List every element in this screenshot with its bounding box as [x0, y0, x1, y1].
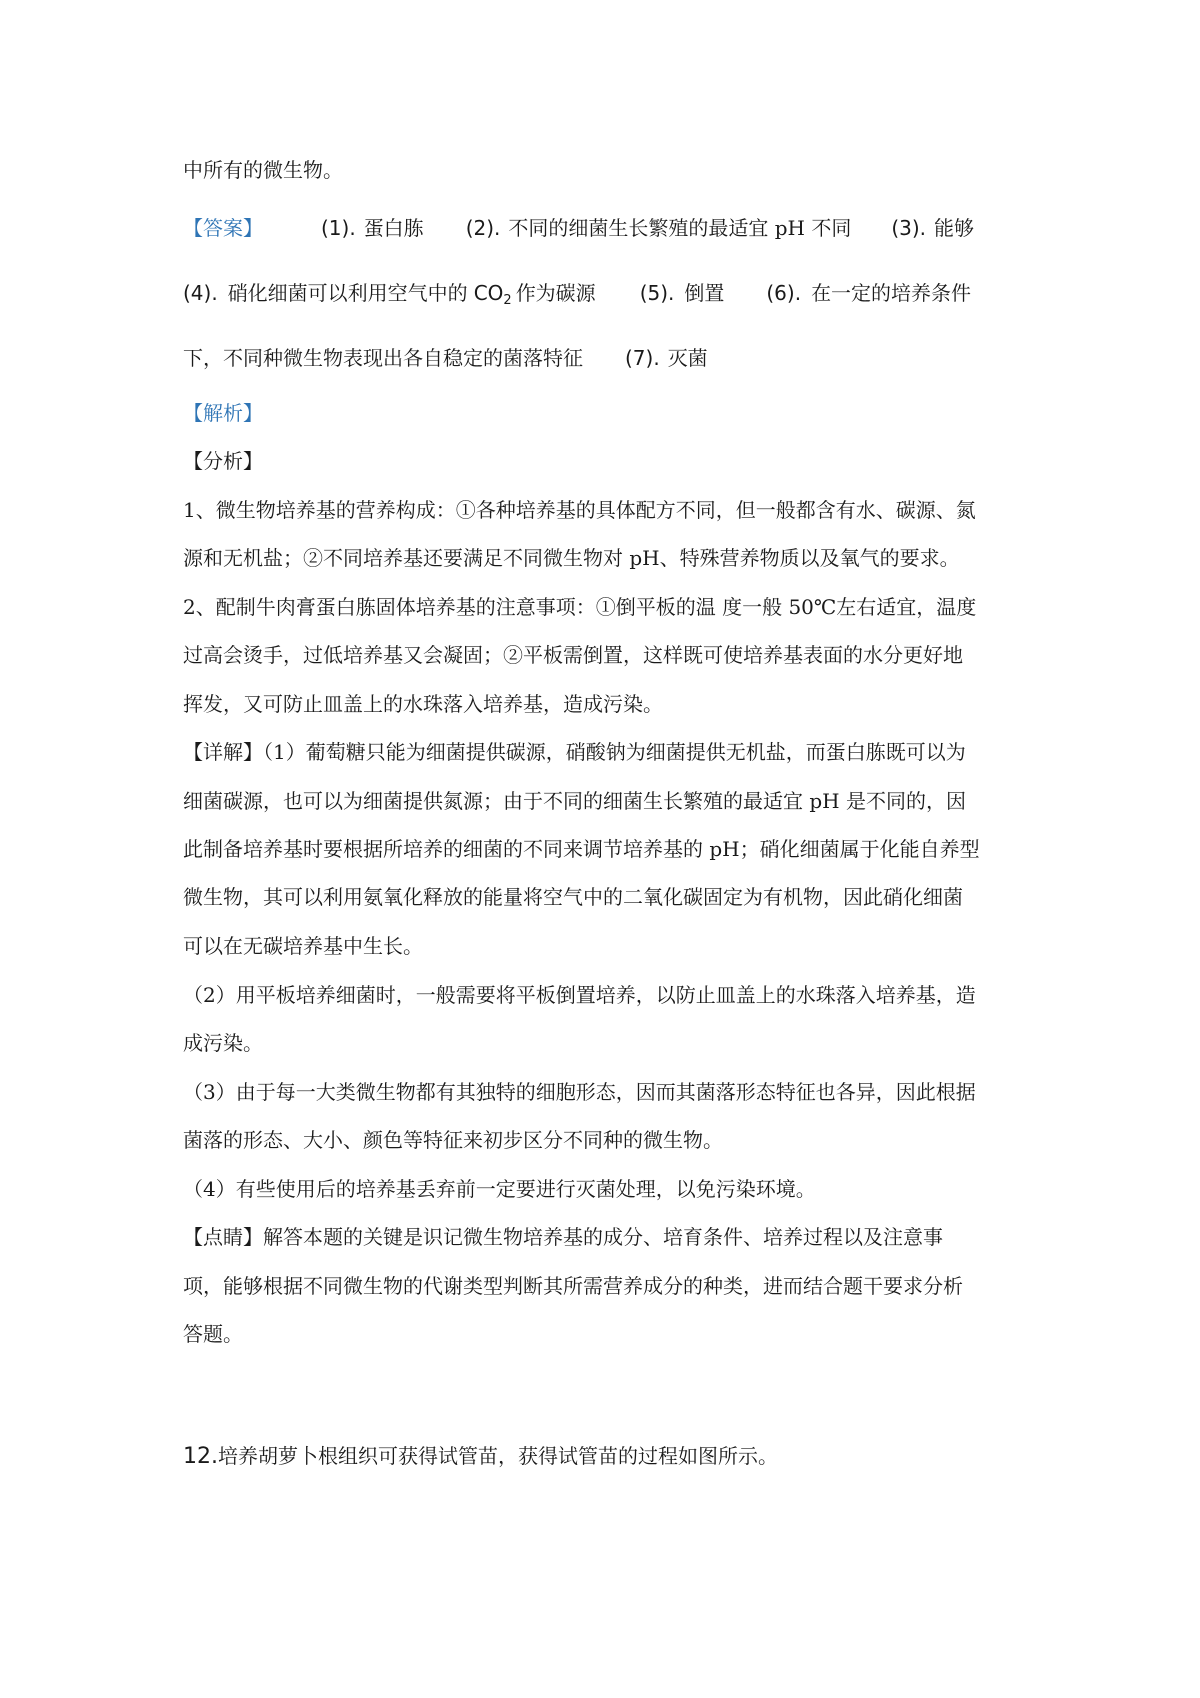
- answer-text: 倒置: [684, 281, 725, 305]
- text-line: 成污染。: [183, 1031, 263, 1055]
- xiangjie-line: [183, 738, 966, 766]
- answer-index: (6).: [766, 281, 802, 305]
- text-line: 源和无机盐；②不同培养基还要满足不同微生物对 pH、特殊营养物质以及氧气的要求。: [183, 546, 960, 570]
- text-line: 答题。: [183, 1322, 243, 1346]
- answer-index: (4).: [183, 281, 218, 305]
- answer-text: 蛋白胨: [363, 216, 424, 240]
- answer-text: 能够: [934, 216, 975, 240]
- co2-formula: [473, 281, 512, 308]
- text-line: 微生物，其可以利用氨氧化释放的能量将空气中的二氧化碳固定为有机物，因此硝化细菌: [183, 885, 963, 909]
- text-line: 过高会烫手，过低培养基又会凝固；②平板需倒置，这样既可使培养基表面的水分更好地: [183, 643, 963, 667]
- answer-text: 硝化细菌可以利用空气中的: [227, 281, 468, 305]
- text-line: 挥发，又可防止皿盖上的水珠落入培养基，造成污染。: [183, 692, 663, 716]
- text-line: （2）用平板培养细菌时，一般需要将平板倒置培养，以防止皿盖上的水珠落入培养基，造: [183, 983, 976, 1007]
- answer-index: (7).: [625, 346, 660, 370]
- answer-text: 在一定的培养条件: [811, 281, 972, 305]
- answer-index: (1).: [321, 216, 356, 240]
- text-line: 可以在无碳培养基中生长。: [183, 934, 423, 958]
- answer-text: 灭菌: [667, 346, 708, 370]
- formula-subscript: 2: [503, 293, 512, 308]
- answer-line-3: [183, 344, 708, 372]
- question-number: 12.: [183, 1444, 218, 1469]
- question-line: [183, 1442, 778, 1471]
- answer-line-1: [183, 214, 974, 242]
- question-text: 培养胡萝卜根组织可获得试管苗，获得试管苗的过程如图所示。: [218, 1444, 778, 1468]
- text-span: 解答本题的关键是识记微生物培养基的成分、培育条件、培养过程以及注意事: [263, 1225, 943, 1249]
- text-line: （4）有些使用后的培养基丢弃前一定要进行灭菌处理，以免污染环境。: [183, 1177, 816, 1201]
- text-line: 细菌碳源，也可以为细菌提供氮源；由于不同的细菌生长繁殖的最适宜 pH 是不同的，因: [183, 789, 966, 813]
- text-line: 2、配制牛肉膏蛋白胨固体培养基的注意事项：①倒平板的温 度一般 50℃左右适宜，温度: [183, 595, 977, 619]
- continued-text: 中所有的微生物。: [183, 158, 343, 182]
- answer-text: 下，不同种微生物表现出各自稳定的菌落特征: [183, 346, 583, 370]
- answer-index: (5).: [639, 281, 675, 305]
- fenxi-heading: 【分析】: [183, 449, 263, 473]
- text-line: 项，能够根据不同微生物的代谢类型判断其所需营养成分的种类，进而结合题干要求分析: [183, 1274, 963, 1298]
- answer-text: 作为碳源: [515, 281, 596, 305]
- formula-co: CO: [473, 281, 504, 305]
- xiangjie-tag: 【详解】: [183, 740, 263, 764]
- dianjing-line: [183, 1223, 943, 1251]
- dianjing-tag: 【点睛】: [183, 1225, 263, 1249]
- answer-text: 不同的细菌生长繁殖的最适宜 pH 不同: [508, 216, 852, 240]
- answer-index: (2).: [465, 216, 501, 240]
- text-line: 1、微生物培养基的营养构成：①各种培养基的具体配方不同，但一般都含有水、碳源、氮: [183, 498, 976, 522]
- answer-line-2: [183, 279, 971, 307]
- text-line: 菌落的形态、大小、颜色等特征来初步区分不同种的微生物。: [183, 1128, 723, 1152]
- answer-tag: 【答案】: [183, 216, 263, 240]
- text-line: （3）由于每一大类微生物都有其独特的细胞形态，因而其菌落形态特征也各异，因此根据: [183, 1080, 976, 1104]
- text-span: （1）葡萄糖只能为细菌提供碳源，硝酸钠为细菌提供无机盐，而蛋白胨既可以为: [263, 740, 966, 764]
- jiexi-heading: 【解析】: [183, 401, 263, 425]
- text-line: 此制备培养基时要根据所培养的细菌的不同来调节培养基的 pH；硝化细菌属于化能自养型: [183, 837, 980, 861]
- text-line: [183, 156, 343, 184]
- answer-index: (3).: [891, 216, 927, 240]
